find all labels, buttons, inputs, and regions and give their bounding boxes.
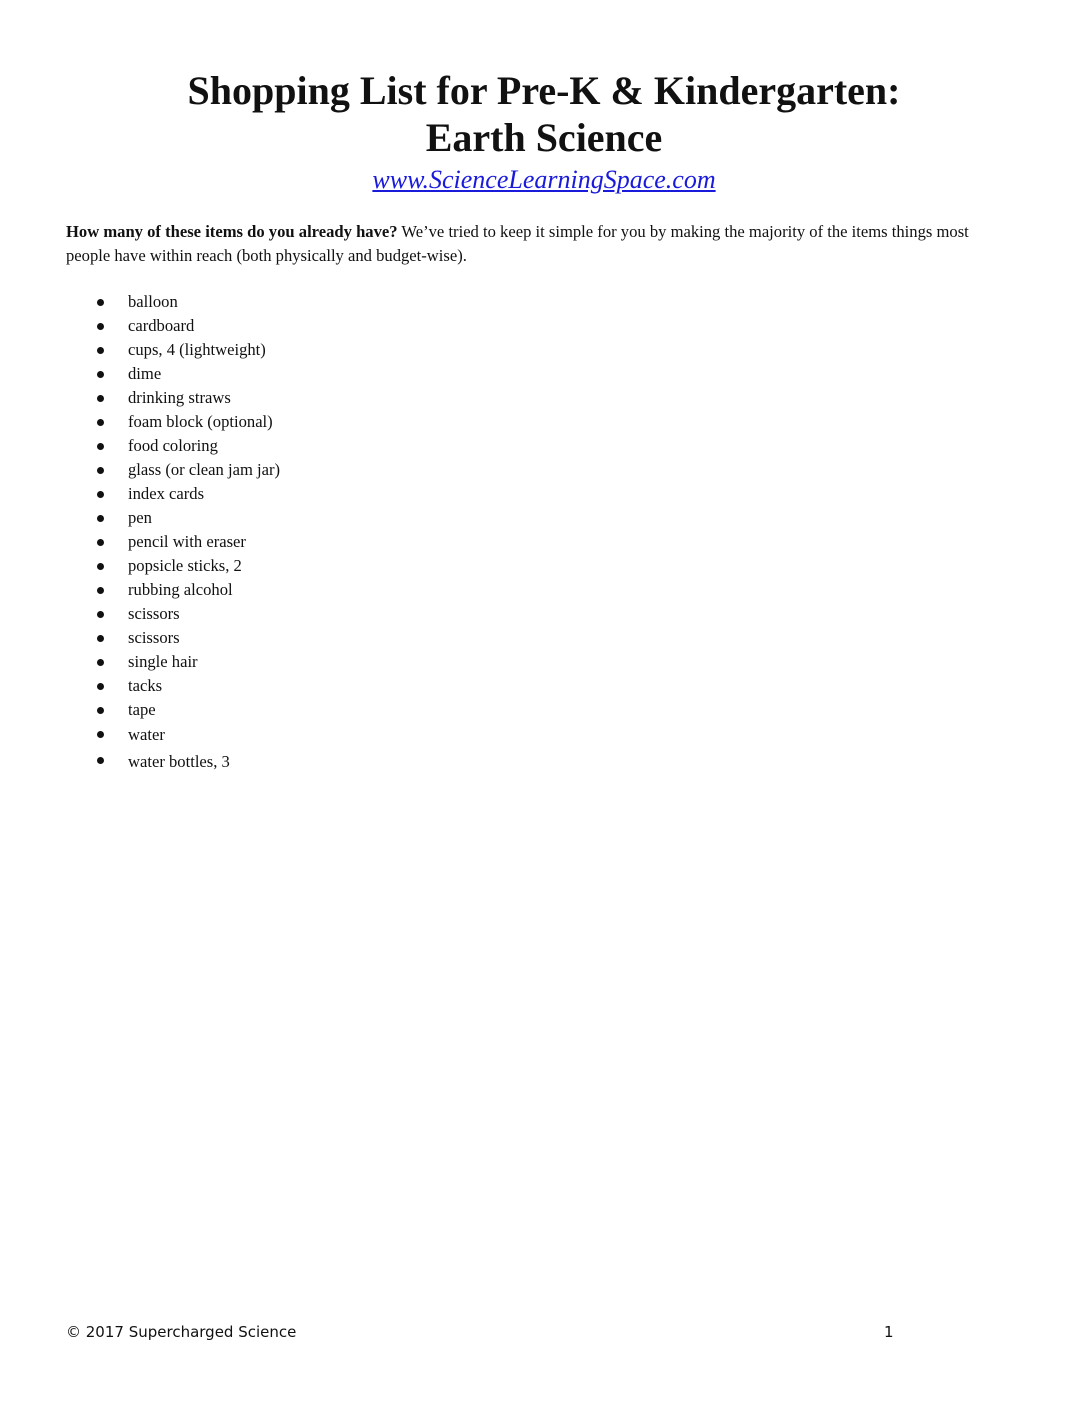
bullet-icon (97, 563, 104, 570)
bullet-icon (97, 491, 104, 498)
list-item-label: popsicle sticks, 2 (128, 556, 242, 575)
bullet-icon (97, 635, 104, 642)
list-item-label: foam block (optional) (128, 412, 273, 431)
bullet-icon (97, 299, 104, 306)
bullet-icon (97, 515, 104, 522)
intro-paragraph (66, 220, 1011, 268)
list-item-label: water (128, 725, 165, 744)
list-item-label: tape (128, 700, 156, 719)
list-item-label: scissors (128, 604, 180, 623)
list-item-label: index cards (128, 484, 205, 503)
bullet-icon (97, 611, 104, 618)
bullet-icon (97, 659, 104, 666)
bullet-icon (97, 683, 104, 690)
list-item-label: scissors (128, 628, 180, 647)
bullet-icon (97, 443, 104, 450)
bullet-icon (97, 323, 104, 330)
list-item-label: tacks (128, 676, 163, 695)
bullet-icon (97, 707, 104, 714)
bullet-icon (97, 467, 104, 474)
list-item-label: cups, 4 (lightweight) (128, 340, 266, 359)
bullet-icon (97, 539, 104, 546)
page-title-line-1: Shopping List for Pre-K & Kindergarten: (187, 68, 901, 113)
bullet-icon (97, 347, 104, 354)
list-item-label: balloon (128, 292, 178, 311)
list-item-label: glass (or clean jam jar) (128, 460, 281, 479)
list-item-label: cardboard (128, 316, 195, 335)
page-title-line-2: Earth Science (425, 115, 663, 160)
bullet-icon (97, 419, 104, 426)
bullet-icon (97, 731, 104, 738)
list-item-label: water bottles, 3 (128, 752, 230, 771)
intro-body: We’ve tried to keep it simple for you by making the majority of the items things most people have within reach (both physically and budget-wise). (66, 222, 969, 265)
bullet-icon (97, 395, 104, 402)
bullet-icon (97, 587, 104, 594)
bullet-icon (97, 757, 104, 764)
list-item-label: pencil with eraser (128, 532, 246, 551)
footer-copyright: © 2017 Supercharged Science (66, 1323, 297, 1341)
footer-page-number: 1 (884, 1323, 894, 1341)
list-item-label: dime (128, 364, 162, 383)
list-item-label: rubbing alcohol (128, 580, 233, 599)
list-item-label: drinking straws (128, 388, 231, 407)
website-link[interactable]: www.ScienceLearningSpace.com (372, 165, 716, 194)
list-item-label: food coloring (128, 436, 218, 455)
list-item-label: pen (128, 508, 152, 527)
list-item-label: single hair (128, 652, 198, 671)
bullet-icon (97, 371, 104, 378)
intro-lead: How many of these items do you already have? (66, 222, 398, 241)
